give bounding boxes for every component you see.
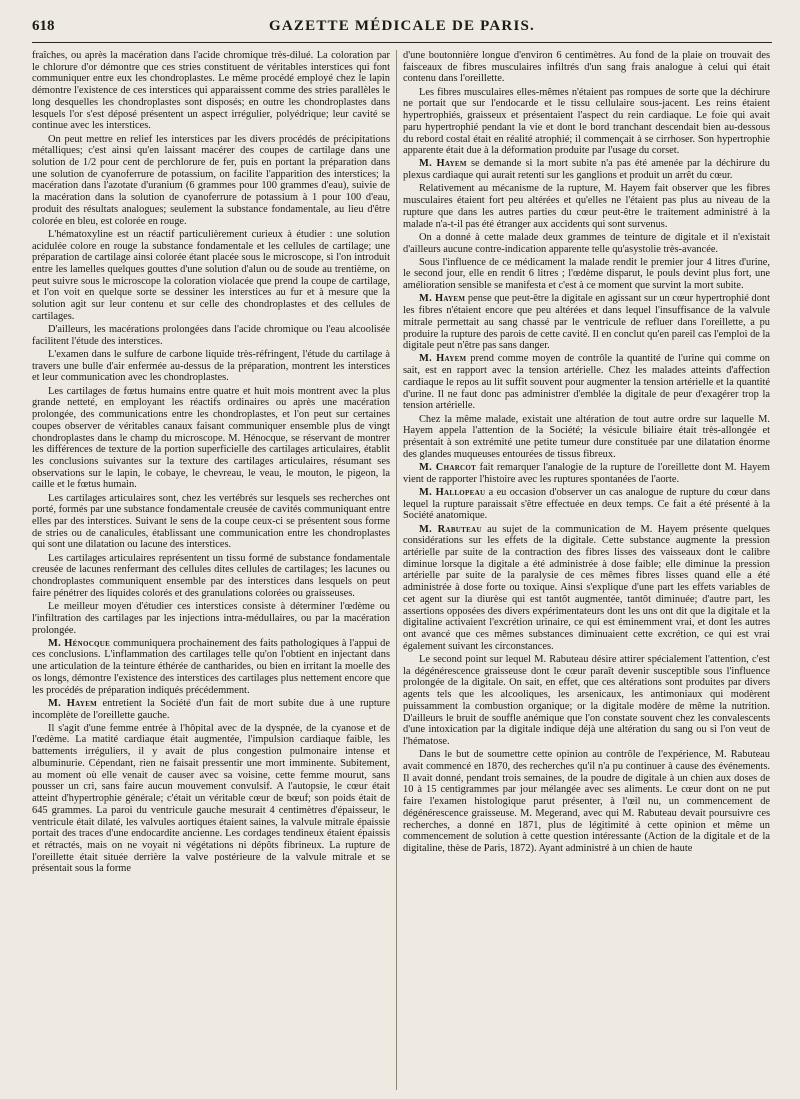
paragraph-text: Chez la même malade, existait une altération de tout autre ordre sur laquelle M. Hayem appela l'attention de la Société; la vésicule biliaire était très-allongée et présentait à son extrémité une petite tumeur dure constituée par une dilatation énorme des glandes muqueuses entourées de tissus fibreux.: [403, 413, 770, 460]
speaker-name: M. Rabuteau: [419, 523, 482, 535]
page-header: [32, 14, 772, 43]
paragraph-text: a eu occasion d'observer un cas analogue de rupture du cœur dans lequel la rupture paraissait s'être effectuée en deux temps. Ce fait a été présenté à la Société anatomique.: [403, 486, 770, 522]
paragraph-text: Les fibres musculaires elles-mêmes n'étaient pas rompues de sorte que la déchirure ne portait que sur l'endocarde et le tissu cellulaire sous-jacent. Les reins étaient hypertrophiés, graisseux et présentaient l'aspect du rein cardiaque. Le foie qui avait paru hypertrophié pendant la vie et dont le bord tranchant descendait bien au-dessous du rebord costal était en réalité atrophié; il commençait à se cirrhoser. Son hypertrophie apparente était due à la déformation produite par l'usage du corset.: [403, 86, 770, 157]
right-column: [403, 50, 770, 1093]
paragraph-text: au sujet de la communication de M. Hayem présente quelques considérations sur les effets de la digitale. Cette substance augmente la pression artérielle par suite de la contraction des fibres lisses des vaisseaux dont le calibre diminue lorsque la digitale a été administrée à dose faible; elle diminue la pression artérielle par suite de la paralysie de ces mêmes fibres lisses quand elle a été administrée à dose forte ou toxique. Ainsi s'explique d'une part les effets variables de cet agent sur la diurèse qui est tantôt augmentée, tantôt diminuée; d'autre part, les assertions opposées des divers expérimentateurs dont les uns ont dit que la digitale et la digitaline activaient l'excrétion urinaire, ce qui est éminemment vrai, et dont les autres ont avancé que ces mêmes substances diminuaient cette excrétion, ce qui est vrai également suivant les circonstances.: [403, 523, 770, 652]
paragraph: [403, 524, 770, 653]
paragraph: [32, 349, 390, 384]
paragraph: [403, 487, 770, 522]
column-divider: [396, 50, 397, 1090]
paragraph: [32, 229, 390, 323]
paragraph-text: pense que peut-être la digitale en agissant sur un cœur hypertrophié dont les fibres n'étaient encore que peu altérées et dans lequel l'insuffisance de la valvule mitrale permettait au sang chassé par le ventricule de refluer dans l'oreillette, a pu produire la rupture des parois de cette cavité. Il en conclut qu'en pareil cas l'emploi de la digitale peut n'être pas sans danger.: [403, 293, 770, 352]
speaker-name: M. Charcot: [419, 461, 477, 473]
paragraph: [32, 553, 390, 600]
speaker-name: M. Hayem: [419, 158, 467, 170]
paragraph: [403, 183, 770, 230]
paragraph: [32, 638, 390, 697]
paragraph-text: On a donné à cette malade deux grammes de teinture de digitale et il n'existait d'ailleurs aucune contre-indication apparente telle qu'asystolie très-avancée.: [403, 231, 770, 255]
speaker-name: M. Hayem: [48, 697, 98, 709]
paragraph-text: L'hématoxyline est un réactif particulièrement curieux à étudier : une solution acidulée colore en rouge la substance fondamentale et les cellules de cartilage; une préparation de cartilage ainsi colorée étant placée sous le microscope, si l'on introduit entre les lamelles quelques gouttes d'une solution d'alun ou de soude au trentième, on peut suivre sous le microscope la coloration violacée que prend la coupe de cartilage, et l'on voit en quelque sorte se dessiner les interstices au fur et à mesure que la solution agit sur leur contenu et sur celle des chondroplastes et des cellules de cartilages.: [32, 228, 390, 322]
paragraph-text: d'une boutonnière longue d'environ 6 centimètres. Au fond de la plaie on trouvait des faisceaux de fibres musculaires infiltrés d'un sang frais analogue à celui qui était contenu dans l'oreillette.: [403, 50, 770, 85]
speaker-name: M. Hénocque: [48, 637, 111, 649]
speaker-name: M. Hayem: [419, 293, 466, 305]
paragraph-text: Sous l'influence de ce médicament la malade rendit le premier jour 4 litres d'urine, le second jour, elle en rendit 6 litres ; l'œdème disparut, le pouls devint plus fort, une amélioration sensible se manifesta et c'est à ce moment que survint la mort subite.: [403, 256, 770, 292]
paragraph-text: Les cartilages de fœtus humains entre quatre et huit mois montrent avec la plus grande netteté, en employant les réactifs ordinaires ou après une macération prolongée, des communications entre les chondroplastes, et l'on peut sur certaines coupes observer de véritables canaux faisant communiquer ensemble plus de vingt chondroplastes dans le champ du microscope. M. Hénocque, se réservant de montrer les différences de texture de la portion superficielle des cartilages articulaires, établit les conclusions suivantes sur la texture des cartilages articulaires, résumant ses observations sur le lapin, le cobaye, le chevreau, le veau, le mouton, le pigeon, la caille et le fœtus humain.: [32, 385, 390, 491]
paragraph: [32, 324, 390, 347]
paragraph-text: communiquera prochainement des faits pathologiques à l'appui de ces conclusions. L'inflammation des cartilages telle qu'on l'obtient en injectant dans une articulation de la teinture éthérée de cantharides, ou bien en irritant la moelle des os longs, démontre l'existence des interstices des cartilages plus nettement encore que les procédés de préparation indiqués précédemment.: [32, 637, 390, 696]
paragraph-text: Les cartilages articulaires sont, chez les vertébrés sur lesquels ses recherches ont porté, formés par une substance fondamentale creusée de cavités communiquant entre elles par des interstices. Suivant le sens de la coupe ceux-ci se présentent sous forme de stries ou de canalicules, établissant une communication entre les chondroplastes qui sont une dilatation ou lacune des interstices.: [32, 492, 390, 551]
speaker-name: M. Hallopeau: [419, 486, 486, 498]
paragraph: [403, 353, 770, 412]
paragraph-text: Relativement au mécanisme de la rupture, M. Hayem fait observer que les fibres musculaires étaient fort peu altérées et qu'elles ne l'étaient pas plus au niveau de la rupture que dans les autres parties du cœur peut-être le traitement administré à la malade n'a-t-il pas été étranger aux accidents qui sont survenus.: [403, 183, 770, 230]
paragraph-text: On peut mettre en relief les interstices par les divers procédés de précipitations métalliques; c'est ainsi qu'en laissant macérer des coupes de cartilage dans une solution de 1/2 pour cent de perchlorure de fer, puis en portant la préparation dans une solution de cyanoferrure de potassium, on facilite l'apparition des interstices; la macération dans l'azotate d'uranium (6 grammes pour 100 grammes d'eau), suivie de la macération dans la solution de cyanoferrure de potassium à 1 pour 100 d'eau, produit des résultats analogues; seulement la substance fondamentale, au lieu d'être colorée en bleu, est colorée en rouge.: [32, 133, 390, 227]
paragraph-text: Le meilleur moyen d'étudier ces interstices consiste à déterminer l'œdème ou l'infiltration des cartilages par les injections intra-médullaires, ou par la macération prolongée.: [32, 601, 390, 636]
paragraph-text: fraîches, ou après la macération dans l'acide chromique très-dilué. La coloration par le chlorure d'or démontre que ces stries constituent de véritables interstices qui font communiquer entre eux les chondroplastes. Le même procédé employé chez le lapin démontre l'existence de ces interstices qui apparaissent comme des stries parallèles le long desquelles les chondroplastes sont disposés; en outre les chondroplastes dans lesquels l'or s'est déposé présentent un aspect irrégulier, polyédrique; leur cavité se continue avec les interstices.: [32, 50, 390, 132]
paragraph: [32, 134, 390, 228]
paragraph: [403, 257, 770, 292]
paragraph-text: Dans le but de soumettre cette opinion au contrôle de l'expérience, M. Rabuteau avait commencé en 1870, des recherches qu'il n'a pu continuer à cause des événements. Il avait donné, pendant trois semaines, de la poudre de digitale à un chien aux doses de 10 à 15 centigrammes par jour mélangée avec ses aliments. Le cœur dont on ne put faire l'examen histologique parut présenter, à l'œil nu, un commencement de dégénérescence graisseuse. M. Megerand, avec qui M. Rabuteau devait poursuivre ces recherches, a donné en 1871, plus de légitimité à cette opinion et même un commencement de solution à cette question intéressante (Action de la digitale et de la digitaline, thèse de Paris, 1872). Ayant administré à un chien de haute: [403, 749, 770, 854]
paragraph-text: L'examen dans le sulfure de carbone liquide très-réfringent, l'étude du cartilage à travers une bulle d'air enfermée au-dessus de la préparation, montrent les interstices et leur communication avec les chondroplastes.: [32, 348, 390, 384]
paragraph: [403, 158, 770, 181]
paragraph-text: prend comme moyen de contrôle la quantité de l'urine qui comme on sait, est en rapport avec la tension artérielle. Chez les malades atteints d'affection cardiaque le repos au lit suffit souvent pour augmenter la tension artérielle et la quantité d'urine. Il ne faut donc pas administrer d'emblée la digitale de peur d'exagérer trop la tension artérielle.: [403, 353, 770, 412]
paragraph-text: fait remarquer l'analogie de la rupture de l'oreillette dont M. Hayem vient de rapporter l'histoire avec les ruptures spontanées de l'aorte.: [403, 461, 770, 485]
page-number: 618: [32, 18, 55, 34]
running-title: GAZETTE MÉDICALE DE PARIS.: [269, 18, 535, 34]
paragraph: [32, 50, 390, 132]
left-column: [32, 50, 390, 1093]
paragraph-text: D'ailleurs, les macérations prolongées dans l'acide chromique ou l'eau alcoolisée facilitent l'étude des interstices.: [32, 324, 390, 347]
speaker-name: M. Hayem: [419, 353, 467, 365]
paragraph: [32, 601, 390, 636]
paragraph: [403, 50, 770, 85]
paragraph: [403, 87, 770, 157]
paragraph-text: Il s'agit d'une femme entrée à l'hôpital avec de la dyspnée, de la cyanose et de l'œdème. La matité cardiaque était augmentée, l'impulsion cardiaque faible, les battements irréguliers, il y avait de plus congestion pulmonaire intense et albuminurie. Cépendant, rien ne faisait pressentir une mort imminente. Subitement, au moment où elle venait de causer avec sa voisine, cette femme mourut, sans pousser un cri, sans faire aucun mouvement convulsif. A l'autopsie, le cœur était atteint d'hypertrophie générale; c'était un véritable cœur de bœuf; son poids était de 645 grammes. La paroi du ventricule gauche mesurait 4 centimètres d'épaisseur, le ventricule était dilaté, les valvules aortiques étaient saines, la valvule mitrale épaissie portait des traces d'une endocardite ancienne. Les cordages tendineux étaient épaissis et rétractés, mais on ne voyait ni végétations ni dépôts fibrineux. La rupture de l'oreillette était située derrière la valve postérieure de la valvule mitrale et se présentait sous la forme: [32, 722, 390, 875]
paragraph: [32, 493, 390, 552]
paragraph: [32, 698, 390, 721]
paragraph: [403, 749, 770, 854]
paragraph-text: Les cartilages articulaires représentent un tissu formé de substance fondamentale creusée de lacunes renfermant des cellules dites cellules de cartilages; les lacunes ou chondroplastes communiquent ensemble par des interstices dans lesquels on peut faire pénétrer des liquides colorés et des granulations colorées ou graisseuses.: [32, 552, 390, 599]
paragraph: [403, 293, 770, 352]
paragraph: [403, 414, 770, 461]
paragraph: [32, 386, 390, 491]
paragraph: [403, 654, 770, 748]
paragraph-text: se demande si la mort subite n'a pas été amenée par la déchirure du plexus cardiaque qui aurait retenti sur les ganglions et produit un arrêt du cœur.: [403, 158, 770, 182]
paragraph-text: entretient la Société d'un fait de mort subite due à une rupture incomplète de l'oreillette gauche.: [32, 697, 390, 721]
paragraph: [403, 462, 770, 485]
paragraph: [32, 723, 390, 875]
paragraph-text: Le second point sur lequel M. Rabuteau désire attirer spécialement l'attention, c'est la dégénérescence graisseuse dont le cœur paraît devenir susceptible sous l'influence prolongée de la digitale. On sait, en effet, que ces altérations sont produites par divers agents tels que les alcooliques, les arsenicaux, les antimoniaux qui modèrent puissamment la combustion organique; or la digitale modère de même la nutrition. D'ailleurs le bruit de souffle anémique que l'on constate souvent chez les convalescents d'une intoxication par la digitale indique déjà une altération du sang ou si l'on veut de l'hématose.: [403, 653, 770, 747]
paragraph: [403, 232, 770, 255]
